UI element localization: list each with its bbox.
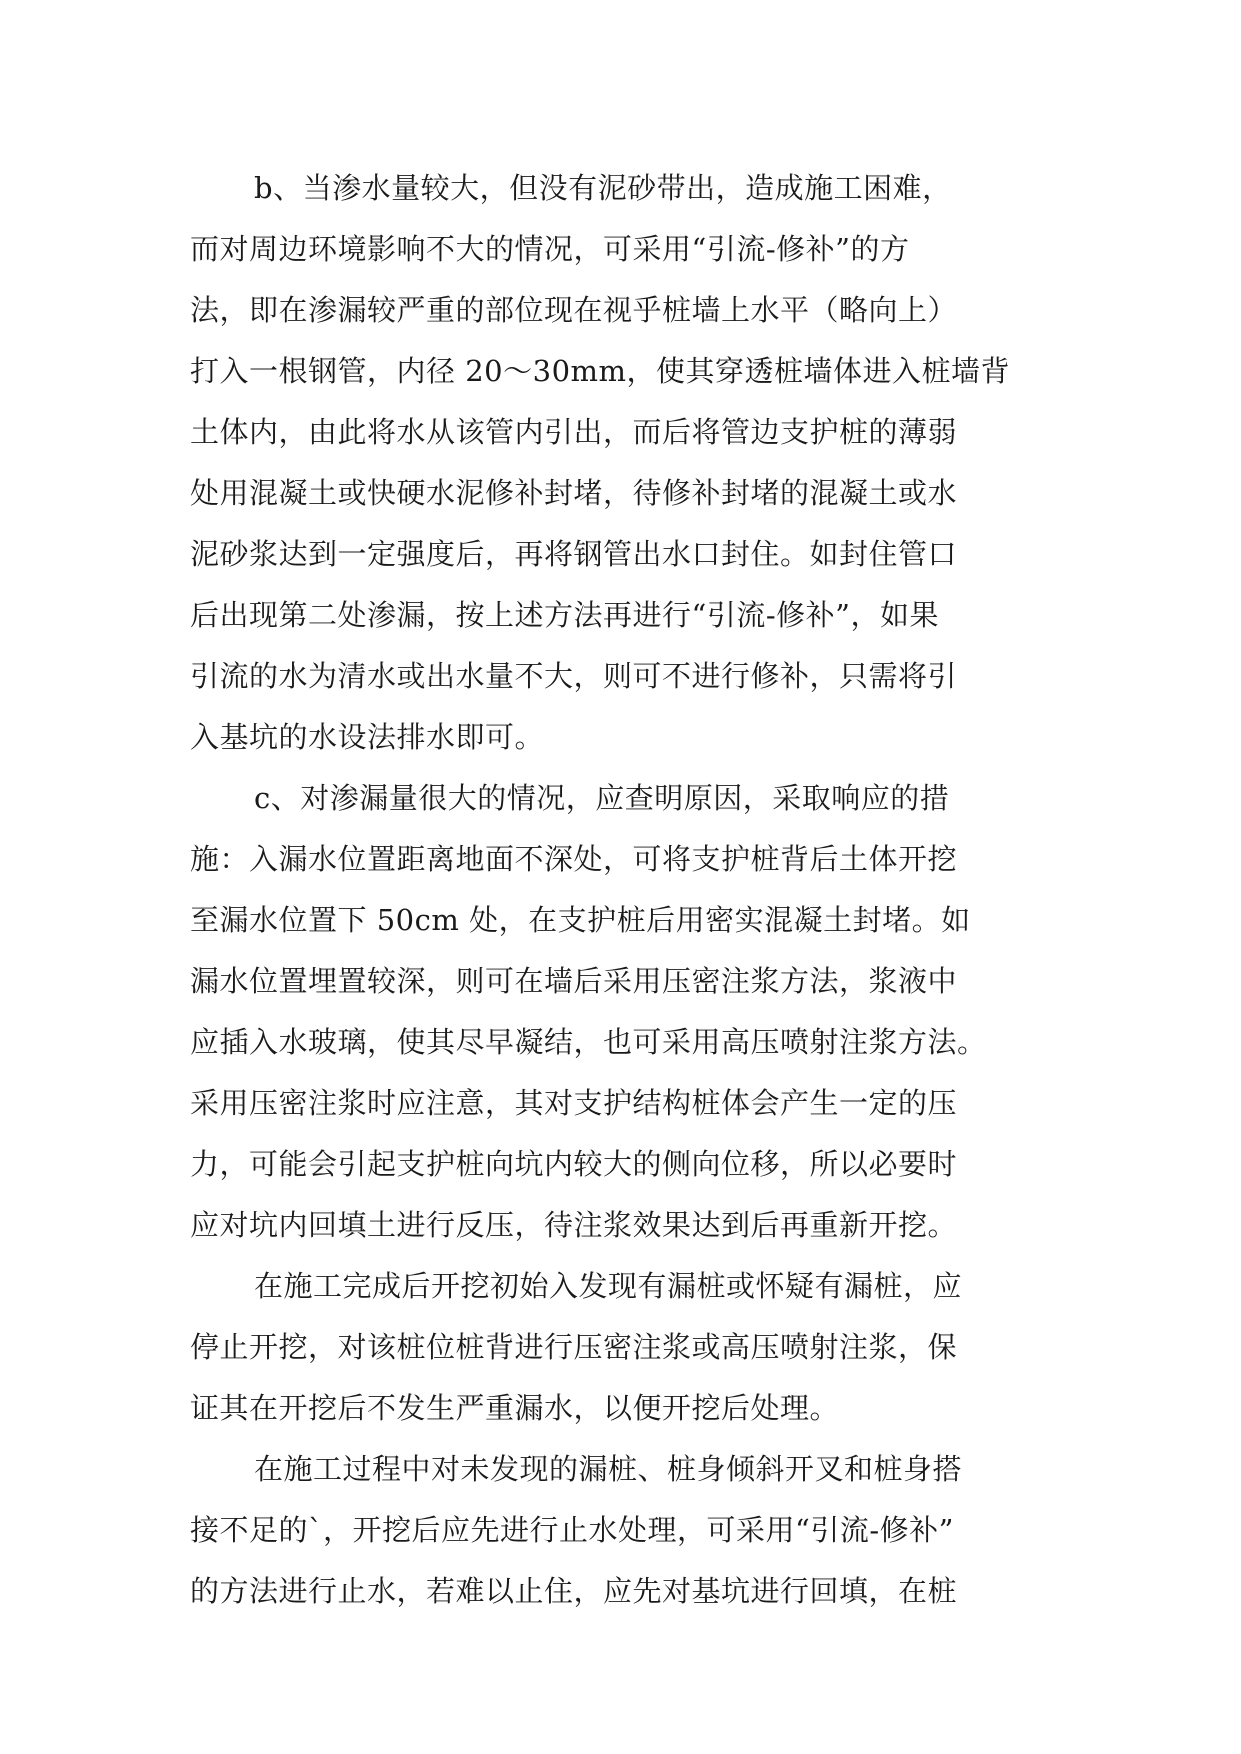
text-line: 采用压密注浆时应注意，其对支护结构桩体会产生一定的压 <box>190 1086 958 1120</box>
text-line: b、当渗水量较大，但没有泥砂带出，造成施工困难， <box>254 171 952 205</box>
text-line: 的方法进行止水，若难以止住，应先对基坑进行回填，在桩 <box>190 1574 958 1608</box>
text-line: 在施工完成后开挖初始入发现有漏桩或怀疑有漏桩，应 <box>254 1269 963 1303</box>
text-line: 停止开挖，对该桩位桩背进行压密注浆或高压喷射注浆，保 <box>190 1330 958 1364</box>
text-line: c、对渗漏量很大的情况，应查明原因，采取响应的措 <box>254 781 950 815</box>
text-line: 在施工过程中对未发现的漏桩、桩身倾斜开叉和桩身搭 <box>254 1452 963 1486</box>
text-line: 而对周边环境影响不大的情况，可采用“引流-修补”的方 <box>190 232 910 266</box>
text-line: 证其在开挖后不发生严重漏水，以便开挖后处理。 <box>190 1391 840 1425</box>
text-line: 后出现第二处渗漏，按上述方法再进行“引流-修补”，如果 <box>190 598 939 632</box>
body-text <box>190 158 1070 1622</box>
text-line: 法，即在渗漏较严重的部位现在视乎桩墙上水平（略向上） <box>190 293 958 327</box>
text-line: 施：入漏水位置距离地面不深处，可将支护桩背后土体开挖 <box>190 842 958 876</box>
text-line: 力，可能会引起支护桩向坑内较大的侧向位移，所以必要时 <box>190 1147 958 1181</box>
text-line: 至漏水位置下 50cm 处，在支护桩后用密实混凝土封堵。如 <box>190 903 971 937</box>
text-line: 处用混凝土或快硬水泥修补封堵，待修补封堵的混凝土或水 <box>190 476 958 510</box>
text-line: 打入一根钢管，内径 20～30mm，使其穿透桩墙体进入桩墙背 <box>190 354 1011 388</box>
text-line: 引流的水为清水或出水量不大，则可不进行修补，只需将引 <box>190 659 958 693</box>
text-line: 应插入水玻璃，使其尽早凝结，也可采用高压喷射注浆方法。 <box>190 1025 987 1059</box>
text-line: 漏水位置埋置较深，则可在墙后采用压密注浆方法，浆液中 <box>190 964 958 998</box>
text-line: 应对坑内回填土进行反压，待注浆效果达到后再重新开挖。 <box>190 1208 958 1242</box>
text-line: 接不足的`，开挖后应先进行止水处理，可采用“引流-修补” <box>190 1513 954 1547</box>
text-line: 入基坑的水设法排水即可。 <box>190 720 545 754</box>
text-line: 泥砂浆达到一定强度后，再将钢管出水口封住。如封住管口 <box>190 537 958 571</box>
text-line: 土体内，由此将水从该管内引出，而后将管边支护桩的薄弱 <box>190 415 958 449</box>
